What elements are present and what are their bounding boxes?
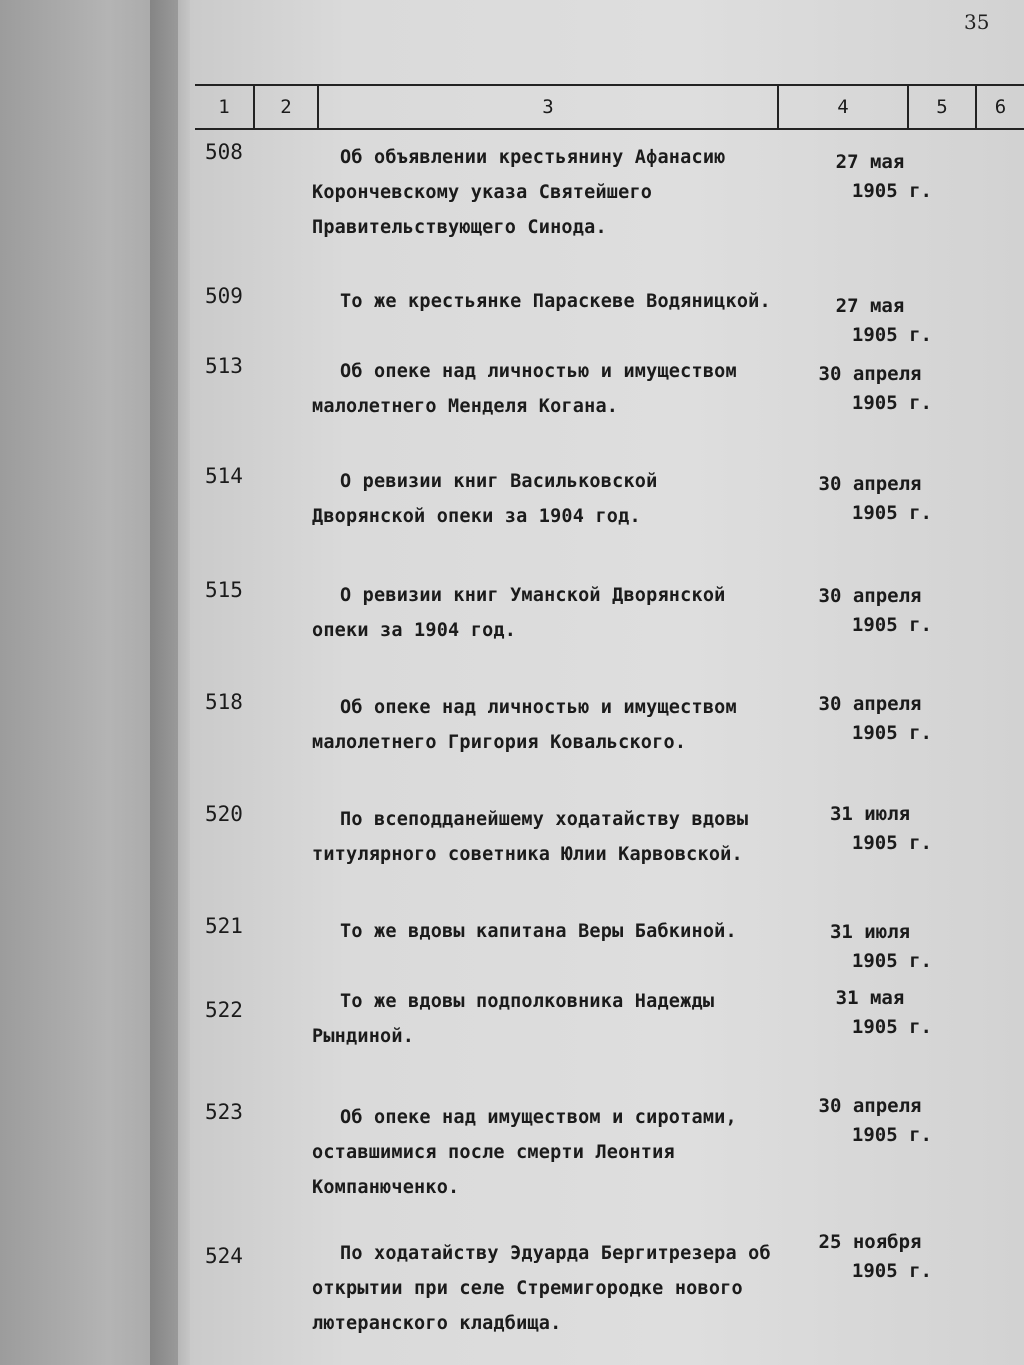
entry-number: 524 [205, 1244, 243, 1268]
entry-title: Об опеке над личностью и имуществом малолетнего Менделя Когана. [312, 361, 737, 417]
entry-date-day: 25 ноября [818, 1231, 922, 1253]
entry-date-day: 30 апреля [818, 693, 922, 715]
entry-date-day: 30 апреля [818, 473, 922, 495]
entry-title: Об опеке над имуществом и сиротами, оставшимися после смерти Леонтия Компанюченко. [312, 1107, 737, 1198]
entry-date-year: 1905 г. [851, 950, 932, 972]
entry-date-year: 1905 г. [851, 722, 932, 744]
entry-number: 508 [205, 140, 243, 164]
entry-date [790, 984, 950, 1042]
entry-number: 522 [205, 998, 243, 1022]
entry-number: 509 [205, 284, 243, 308]
header-col-4: 4 [779, 86, 909, 128]
entry-number: 514 [205, 464, 243, 488]
entry-date [790, 1228, 950, 1286]
entry-date [790, 148, 950, 206]
entry-date-year: 1905 г. [851, 1016, 932, 1038]
entry-date-year: 1905 г. [851, 324, 932, 346]
entry-title: О ревизии книг Уманской Дворянской опеки за 1904 год. [312, 585, 726, 641]
entry-date-day: 30 апреля [818, 1095, 922, 1117]
entry-date [790, 292, 950, 350]
entry-date [790, 1092, 950, 1150]
entry-date-year: 1905 г. [851, 180, 932, 202]
entry-date [790, 360, 950, 418]
header-col-2: 2 [255, 86, 319, 128]
entry-number: 515 [205, 578, 243, 602]
entry-date-year: 1905 г. [851, 502, 932, 524]
entry-title: То же вдовы капитана Веры Бабкиной. [340, 921, 737, 942]
entry-date [790, 800, 950, 858]
entry-title: О ревизии книг Васильковской Дворянской опеки за 1904 год. [312, 471, 658, 527]
entry-number: 523 [205, 1100, 243, 1124]
entry-date-year: 1905 г. [851, 392, 932, 414]
entry-date-year: 1905 г. [851, 614, 932, 636]
entry-date [790, 918, 950, 976]
entry-title: Об опеке над личностью и имуществом малолетнего Григория Ковальского. [312, 697, 737, 753]
entry-date [790, 470, 950, 528]
entry-number: 518 [205, 690, 243, 714]
entry-date-day: 31 июля [829, 803, 911, 825]
page-number: 35 [964, 10, 990, 34]
entry-date-year: 1905 г. [851, 832, 932, 854]
entry-date-day: 31 мая [835, 987, 905, 1009]
entry-number: 521 [205, 914, 243, 938]
entry-title: По ходатайству Эдуарда Бергитрезера об открытии при селе Стремигородке нового лютеранского кладбища. [312, 1243, 771, 1334]
entry-title: То же вдовы подполковника Надежды Рындиной. [312, 991, 715, 1047]
entry-date-year: 1905 г. [851, 1124, 932, 1146]
entry-date-day: 30 апреля [818, 585, 922, 607]
entry-date-day: 31 июля [829, 921, 911, 943]
entry-date-day: 27 мая [835, 151, 905, 173]
header-col-6: 6 [994, 96, 1007, 118]
entry-title: По всеподданейшему ходатайству вдовы титулярного советника Юлии Карвовской. [312, 809, 749, 865]
entry-date-day: 30 апреля [818, 363, 922, 385]
entry-title: То же крестьянке Параскеве Водяницкой. [340, 291, 771, 312]
entry-date-year: 1905 г. [851, 1260, 932, 1282]
entry-date [790, 690, 950, 748]
header-col-1: 1 [195, 86, 255, 128]
entry-date-day: 27 мая [835, 295, 905, 317]
entry-number: 513 [205, 354, 243, 378]
header-col-5: 5 [909, 86, 977, 128]
entry-number: 520 [205, 802, 243, 826]
entry-title: Об объявлении крестьянину Афанасию Корончевскому указа Святейшего Правительствующего Синода. [312, 147, 726, 238]
header-col-3: 3 [319, 86, 779, 128]
entry-date [790, 582, 950, 640]
